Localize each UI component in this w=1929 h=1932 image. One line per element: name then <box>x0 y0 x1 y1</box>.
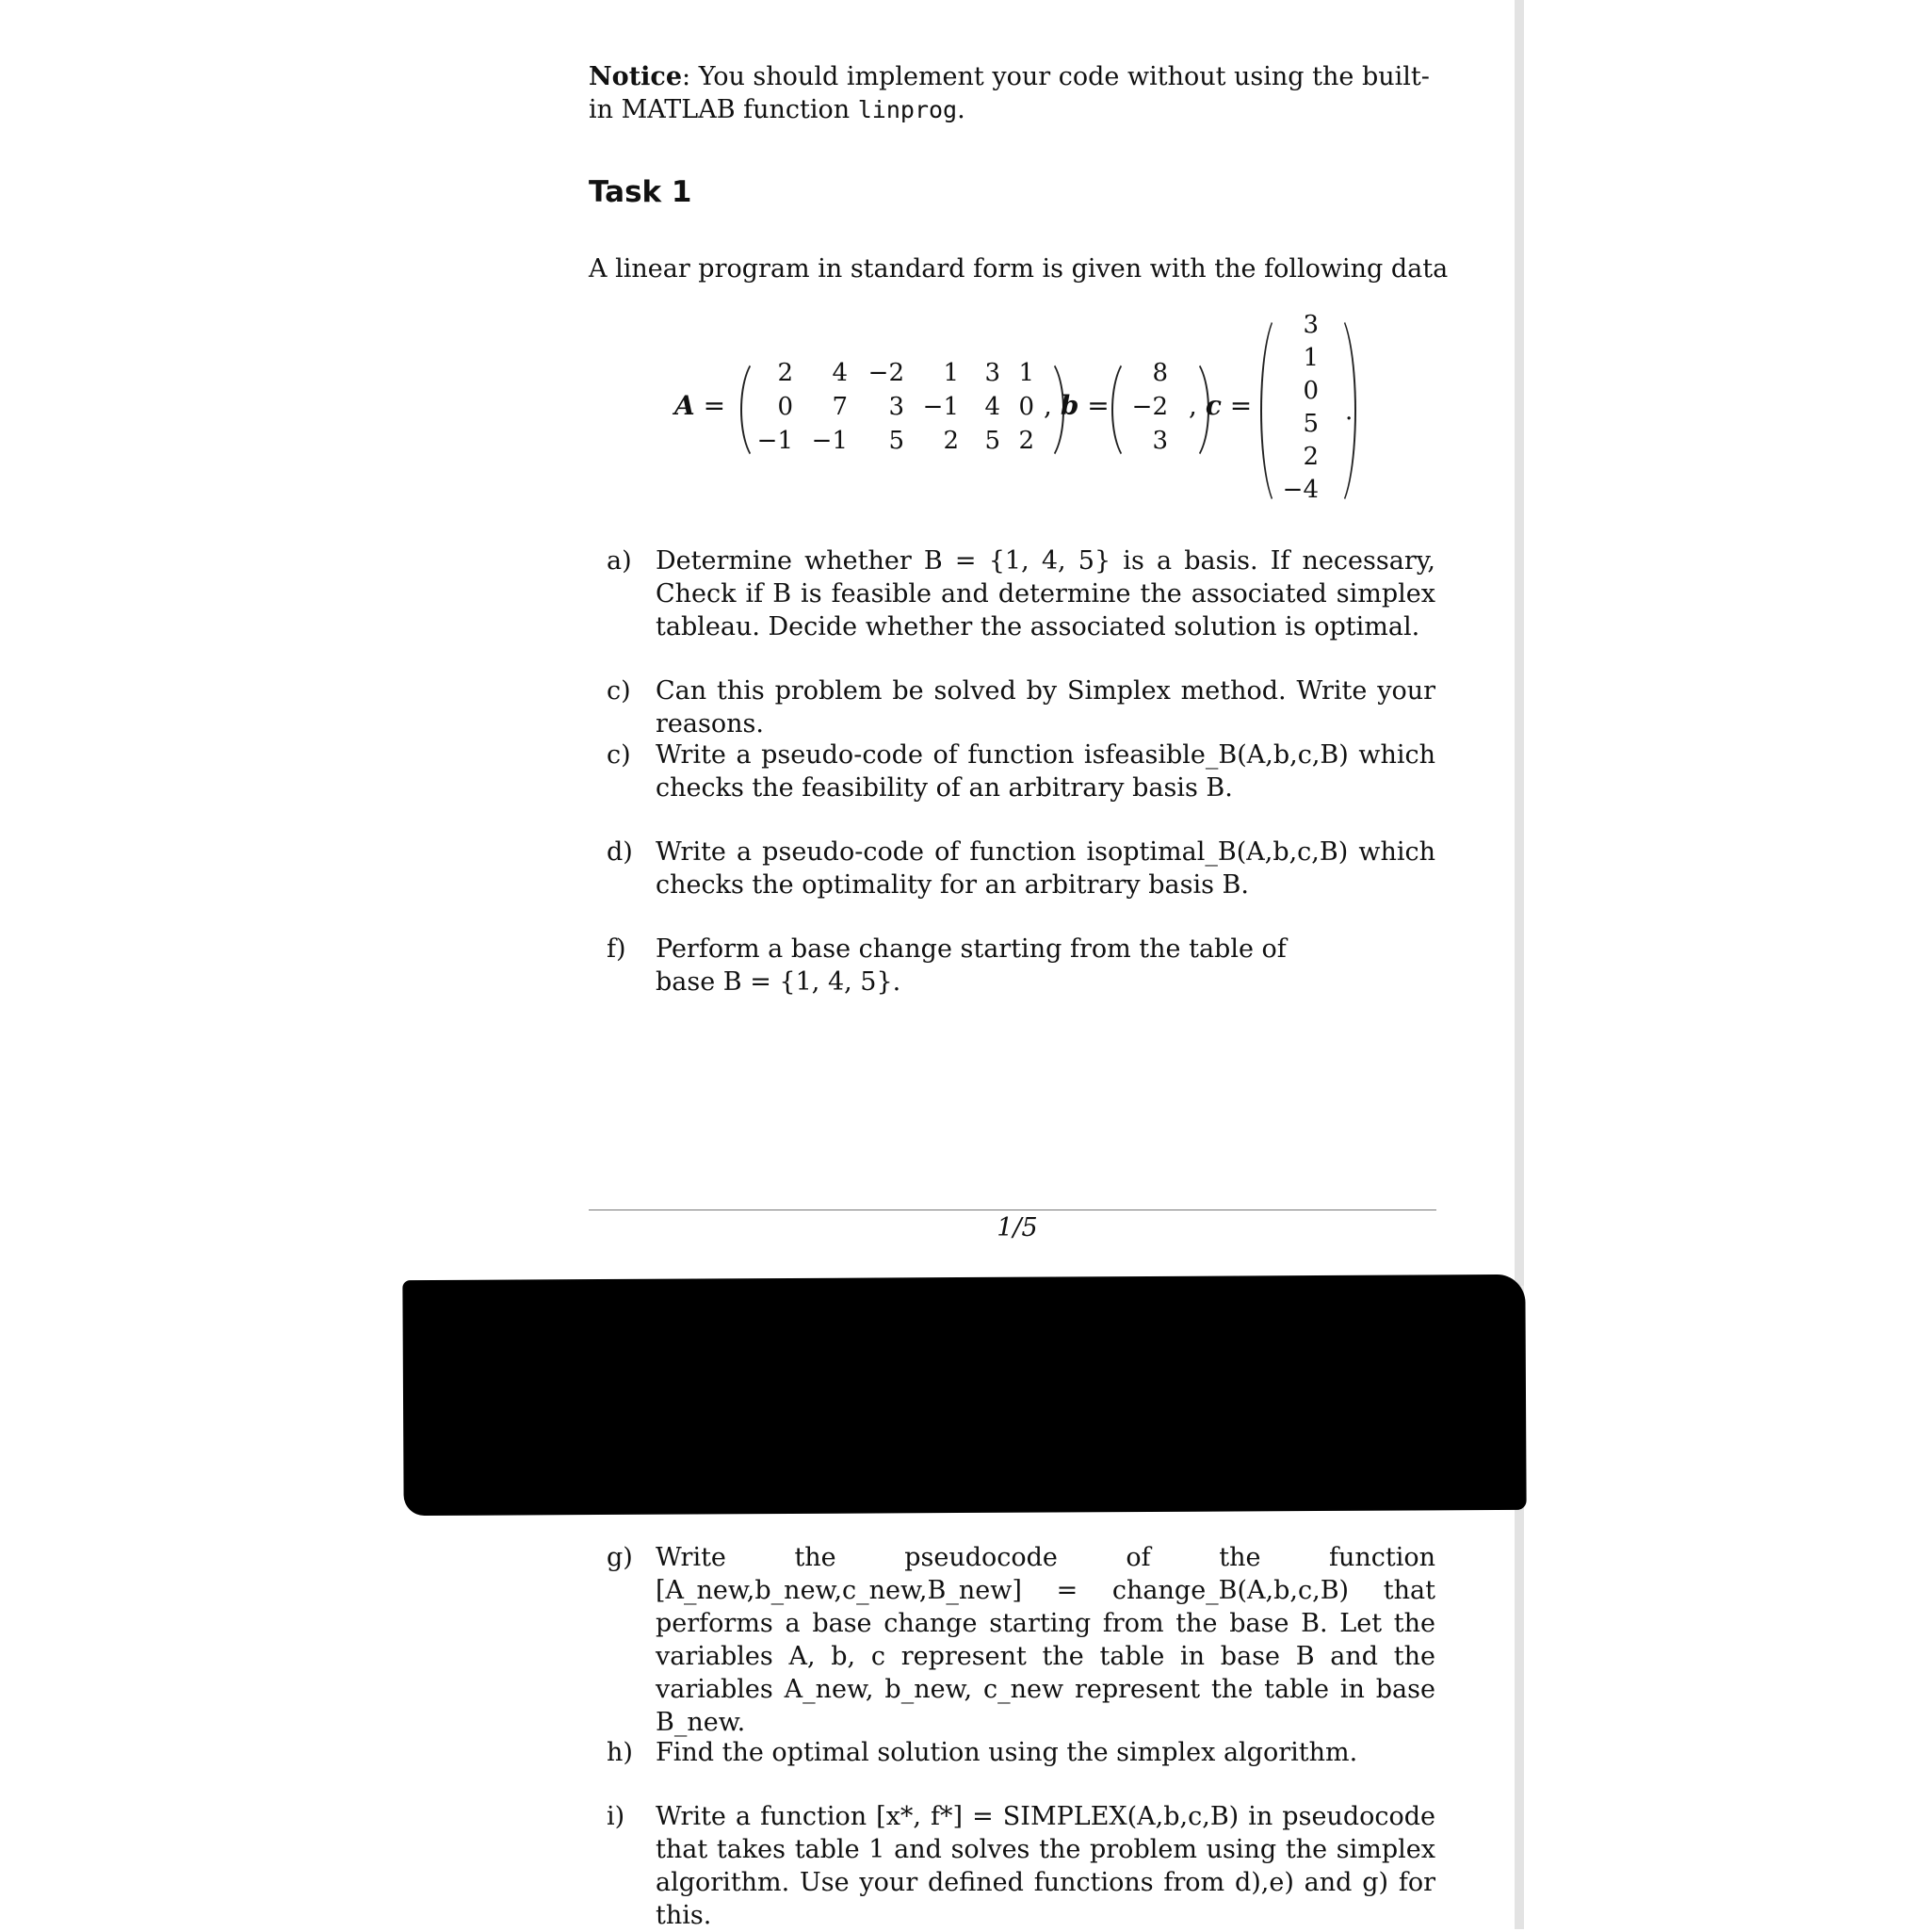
matrix-A-label: A <box>674 390 695 421</box>
matrix-A-cell: 5 <box>888 427 904 455</box>
redaction-block <box>402 1274 1526 1516</box>
matrix-A-cell: 2 <box>1018 427 1034 455</box>
vector-c-cell: −4 <box>1282 476 1319 504</box>
matrix-A-label-group: A = <box>674 390 726 421</box>
item-text: Determine whether B = {1, 4, 5} is a basis. If necessary, Check if B is feasible and determine the associated simplex tableau. Decide whether the associated solution is optimal. <box>656 546 1435 641</box>
notice-code: linprog <box>857 96 958 123</box>
matrix-A-cell: 5 <box>984 427 1000 455</box>
intro-text: A linear program in standard form is given with the following data <box>589 254 1449 284</box>
item-label: d) <box>607 837 633 867</box>
item-c-first <box>607 674 1435 740</box>
matrix-A-cell: −2 <box>867 359 904 387</box>
matrix-A-cell: 0 <box>1018 393 1034 421</box>
matrix-A-cell: 3 <box>984 359 1000 387</box>
matrix-A-cell: 1 <box>943 359 959 387</box>
matrix-A-cell: 2 <box>777 359 793 387</box>
vector-b-cell: −2 <box>1131 393 1168 421</box>
item-label: h) <box>607 1738 633 1767</box>
vector-c-cell: 2 <box>1303 443 1319 471</box>
item-label: c) <box>607 676 631 706</box>
matrix-A-cell: 3 <box>888 393 904 421</box>
matrix-A-cell: −1 <box>811 427 848 455</box>
item-text: Find the optimal solution using the simplex algorithm. <box>656 1738 1358 1767</box>
matrix-A-cell: 0 <box>777 393 793 421</box>
item-text: Write a pseudo-code of function isoptimal_B(A,b,c,B) which checks the optimality for an arbitrary basis B. <box>656 837 1435 900</box>
vector-b-label-group: , b = <box>1044 390 1110 421</box>
matrix-A-cell: 2 <box>943 427 959 455</box>
page-number: 1/5 <box>997 1213 1038 1242</box>
vector-c-label-group: , c = <box>1189 390 1253 421</box>
item-c-second <box>607 739 1435 804</box>
item-label: g) <box>607 1543 633 1572</box>
notice-text: : You should implement your code without using the built-in MATLAB function <box>589 62 1430 124</box>
vector-b-label: b <box>1060 390 1079 421</box>
vector-b-cell: 3 <box>1152 427 1168 455</box>
matrix-A-cell: 4 <box>832 359 848 387</box>
item-text: Can this problem be solved by Simplex method. Write your reasons. <box>656 676 1435 739</box>
item-text: Write the pseudocode of the function [A_new,b_new,c_new,B_new] = change_B(A,b,c,B) that performs a base change starting from the base B. Let the variables A, b, c represent the table in base B and the variables A_new, b_new, c_new represent the table in base B_new. <box>656 1543 1435 1737</box>
item-i <box>607 1800 1435 1932</box>
task-title: Task 1 <box>589 175 692 209</box>
item-d <box>607 836 1435 901</box>
matrix-A-cell: −1 <box>756 427 793 455</box>
matrix-A-cell: 1 <box>1018 359 1034 387</box>
vector-c-cell: 1 <box>1303 344 1319 372</box>
matrix-A-cell: −1 <box>922 393 959 421</box>
notice-end: . <box>957 95 965 124</box>
matrix-A-cell: 7 <box>832 393 848 421</box>
vector-c-cell: 5 <box>1303 410 1319 438</box>
item-g <box>607 1541 1435 1739</box>
vector-c-label: c <box>1205 390 1222 421</box>
item-h <box>607 1736 1435 1769</box>
matrix-A-cell: 4 <box>984 393 1000 421</box>
item-label: c) <box>607 740 631 770</box>
vector-c-cell: 3 <box>1303 311 1319 339</box>
item-label: a) <box>607 546 632 576</box>
item-f <box>607 933 1435 998</box>
item-a <box>607 544 1435 643</box>
item-text: Write a pseudo-code of function isfeasible_B(A,b,c,B) which checks the feasibility of an arbitrary basis B. <box>656 740 1435 803</box>
notice-label: Notice <box>589 62 683 91</box>
item-label: f) <box>607 934 626 964</box>
matrix-period: . <box>1345 398 1354 426</box>
vector-b-cell: 8 <box>1152 359 1168 387</box>
item-text: Perform a base change starting from the table of base B = {1, 4, 5}. <box>656 934 1287 997</box>
item-label: i) <box>607 1802 625 1831</box>
vector-c-cell: 0 <box>1303 377 1319 405</box>
matrix-block <box>0 0 1929 528</box>
item-text: Write a function [x*, f*] = SIMPLEX(A,b,c,B) in pseudocode that takes table 1 and solves the problem using the simplex algorithm. Use your defined functions from d),e) and g) for this. <box>656 1802 1435 1930</box>
